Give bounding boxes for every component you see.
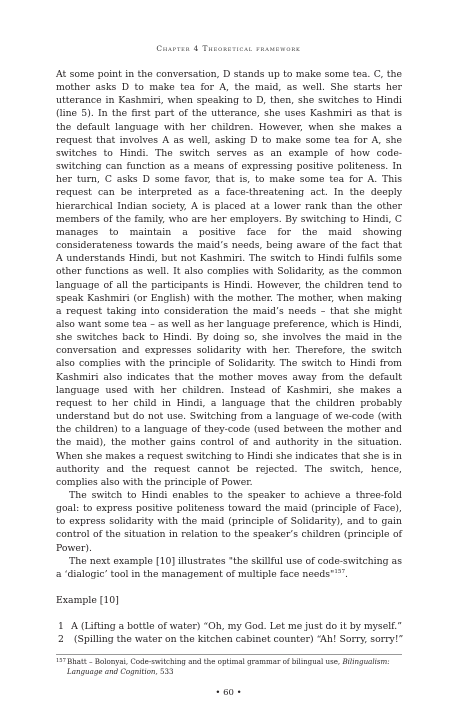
example-line: [56, 620, 402, 633]
running-head: Chapter 4 Theoretical framework: [156, 44, 301, 53]
paragraph-2: The switch to Hindi enables to the speaker to achieve a three-fold goal: to express positive politeness toward the maid (principle of Face), to express solidarity with the maid (principle of Solidarity), and to gain control of the situation in relation to the speaker’s children (principle of Power).: [56, 490, 402, 554]
footnote-text: Bhatt – Bolonyai, Code-switching and the optimal grammar of bilingual use,: [67, 657, 341, 666]
footnote: [56, 657, 402, 677]
footnote-reference[interactable]: 157: [334, 568, 346, 575]
page-number: • 60 •: [215, 688, 242, 698]
footnote-content: [67, 657, 402, 677]
line-number: 1: [58, 621, 64, 633]
example-line-text: (Spilling the water on the kitchen cabinet counter) “Ah! Sorry, sorry!”: [73, 634, 404, 646]
paragraph-3: [56, 555, 402, 581]
paragraph-1: At some point in the conversation, D stands up to make some tea. C, the mother asks D to make tea for A, the maid, as well. She starts her utterance in Kashmiri, when speaking to D, then, she switches to Hindi (line 5). In the first part of the utterance, she uses Kashmiri as that is the default language with her children. However, when she makes a request that involves A as well, asking D to make some tea for A, she switches to Hindi. The switch serves as an example of how code-switching can function as a means of expressing positive politeness. In her turn, C asks D some favor, that is, to make some tea for A. This request can be interpreted as a face-threatening act. In the deeply hierarchical Indian society, A is placed at a lower rank than the other members of the family, who are her employers. By switching to Hindi, C manages to maintain a positive face for the maid showing considerateness towards the maid’s needs, being aware of the fact that A understands Hindi, but not Kashmiri. The switch to Hindi fulfils some other functions as well. It also complies with Solidarity, as the common language of all the participants is Hindi. However, the children tend to speak Kashmiri (or English) with the mother. The mother, when making a request taking into consideration the maid’s needs – that she might also want some tea – as well as her language preference, which is Hindi, she switches back to Hindi. By doing so, she involves the maid in the conversation and expresses solidarity with her. Therefore, the switch also complies with the principle of Solidarity. The switch to Hindi from Kashmiri also indicates that the mother moves away from the default language used with her children. Instead of Kashmiri, she makes a request to her child in Hindi, a language that the children probably understand but do not use. Switching from a language of we-code (with the children) to a language of they-code (used between the mother and the maid), the mother gains control of and authority in the situation. When she makes a request switching to Hindi she indicates that she is in authority and the request cannot be rejected. The switch, hence, complies also with the principle of Power.: [56, 69, 402, 488]
paragraph-3-text: The next example [10] illustrates "the skillful use of code-switching as a ‘dialogic’ tool in the management of multiple face needs": [56, 555, 402, 580]
body-text: [56, 68, 402, 647]
speaker-label: A: [71, 621, 78, 633]
example-line-content: [71, 620, 402, 633]
footnote-page: 533: [160, 667, 174, 676]
line-number: 2: [58, 634, 64, 646]
example-line-text: (Lifting a bottle of water) “Oh, my God. Let me just do it by myself.”: [80, 621, 402, 633]
example-line: [56, 633, 402, 646]
footnote-divider: [56, 654, 402, 655]
example-lines: [56, 620, 402, 646]
paragraph-3-end: .: [345, 568, 348, 580]
footnote-number: 157: [56, 658, 66, 664]
footnote-journal: Bilingualism: Language and Cognition,: [67, 657, 390, 676]
example-heading: Example [10]: [56, 595, 119, 607]
